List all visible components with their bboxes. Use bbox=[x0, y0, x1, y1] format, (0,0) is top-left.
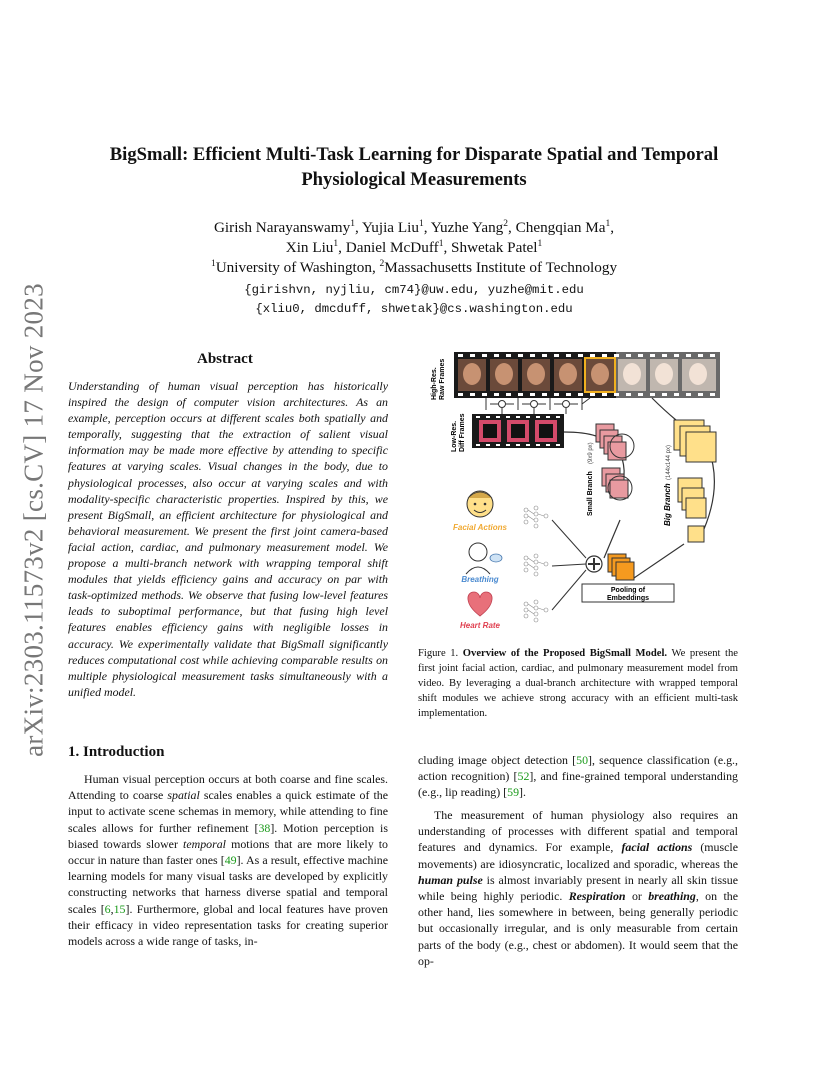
label-big-branch: Big Branch bbox=[663, 483, 672, 526]
abstract-text: Understanding of human visual perception has historically inspired the design of computer vision architectures. As an example, perception occurs at different scales both spatially and temporally, suggesting that the extraction of salient visual information may be made more effective by attending to specific features at varying scales. Visual changes in the body, due to physiological processes, also occur at varying scales and with modality-specific characteristic properties. Inspired by this, we present BigSmall, an efficient architecture for physiological and behavioral measurement. We present the first joint camera-based facial action, cardiac, and pulmonary measurement model. We propose a multi-branch network with wrapping temporal shift modules that yields efficiency gains and accuracy on par with task-optimized methods. We observe that fusing low-level features leads to suboptimal performance, but that fusing high level features enables efficiency gains with negligible losses in accuracy. We experimentally validate that BigSmall significantly reduces computational cost while achieving comparable results on multiple physiological measurement tasks simultaneously with a unified model. bbox=[68, 379, 388, 699]
citation-link[interactable]: 50 bbox=[576, 753, 589, 767]
raw-frames-filmstrip bbox=[454, 352, 720, 398]
citation-link[interactable]: 38 bbox=[258, 820, 271, 835]
intro-paragraph-1-continued: cluding image object detection [50], sequence classification (e.g., action recognition) [52], and fine-grained temporal understanding (e.g., lip reading) [59]. bbox=[418, 753, 738, 800]
affiliations: $^1$University of Washington, $^2$Massachusetts Institute of Technology bbox=[210, 258, 618, 276]
label-high-res: High-Res. bbox=[431, 367, 438, 400]
label-small-size: (9x9 px) bbox=[588, 442, 594, 464]
label-low-res: Low-Res. bbox=[451, 420, 458, 452]
intro-paragraph-1: Human visual perception occurs at both coarse and fine scales. Attending to coarse spatial scales enables a quick estimate of the input to activate scene schemas in memory, while attending to fine scales allows for further refinement [38]. Motion perception is biased towards slower temporal motions that are more likely to occur in nature than faster ones [49]. As a result, effective machine learning models for many visual tasks are developed by explicitly constructing networks that harness diverse spatial and temporal scales [6,15]. Furthermore, global and local features have proven their efficacy in video representation tasks for creating superior models across a wide range of tasks, in- bbox=[68, 772, 388, 949]
title-line-2: Physiological Measurements bbox=[301, 169, 527, 190]
big-branch-stack bbox=[674, 420, 716, 542]
small-branch-stack bbox=[596, 424, 634, 500]
arxiv-watermark: arXiv:2303.11573v2 [cs.CV] 17 Nov 2023 bbox=[18, 283, 49, 757]
citation-link[interactable]: 15 bbox=[113, 901, 126, 916]
authors-line-2: Xin Liu$^1$, Daniel McDuff$^1$, Shwetak Patel$^1$ bbox=[285, 238, 543, 256]
title-line-1: BigSmall: Efficient Multi-Task Learning for Disparate Spatial and Temporal bbox=[109, 144, 719, 165]
smiley-face-icon bbox=[467, 491, 493, 517]
label-breathing: Breathing bbox=[461, 575, 499, 584]
citation-link[interactable]: 52 bbox=[517, 769, 530, 784]
email-line-2: {xliu0, dmcduff, shwetak}@cs.washington.edu bbox=[255, 302, 573, 316]
figure-1-caption: Figure 1. Overview of the Proposed BigSmall Model. We present the first joint facial action, cardiac, and pulmonary measurement model from video. By leveraging a dual-branch architecture with wrapped temporal shift modules we achieve strong accuracy with an efficient multi-task implementation. bbox=[418, 648, 738, 719]
author-block bbox=[60, 218, 768, 319]
label-pooling-2: Embeddings bbox=[606, 595, 650, 602]
figure-1-diagram bbox=[424, 348, 736, 638]
heart-icon bbox=[468, 592, 492, 616]
paper-title bbox=[60, 142, 768, 192]
section-introduction-heading: 1. Introduction bbox=[68, 744, 165, 760]
label-heart-rate: Heart Rate bbox=[459, 621, 501, 630]
citation-link[interactable]: 59 bbox=[507, 785, 520, 800]
label-pooling-1: Pooling of bbox=[610, 587, 646, 594]
label-big-size: (144x144 px) bbox=[666, 444, 672, 480]
embedding-stack bbox=[608, 554, 634, 580]
email-line-1: {girishvn, nyjliu, cm74}@uw.edu, yuzhe@mit.edu bbox=[244, 283, 584, 297]
abstract-heading: Abstract bbox=[197, 351, 253, 367]
breathing-icon bbox=[466, 543, 502, 574]
diff-frames-filmstrip bbox=[472, 414, 564, 448]
citation-link[interactable]: 6 bbox=[104, 901, 111, 916]
intro-paragraph-2: The measurement of human physiology also requires an understanding of processes with different spatial and temporal features and dynamics. For example, facial actions (muscle movements) are idiosyncratic, localized and sporadic, whereas the human pulse is almost invariably present in nearly all skin tissue while being highly periodic. Respiration or breathing, on the other hand, lies somewhere in between, being generally periodic but occasionally irregular, and is only measurable from certain parts of the body (e.g., chest or abdomen). It would seem that the op- bbox=[418, 808, 738, 968]
label-small-branch: Small Branch bbox=[587, 471, 594, 516]
label-facial-actions: Facial Actions bbox=[453, 523, 507, 532]
citation-link[interactable]: 49 bbox=[224, 853, 237, 868]
label-raw-frames: Raw Frames bbox=[439, 358, 446, 400]
label-diff-frames: Diff Frames bbox=[459, 413, 466, 452]
authors-line-1: Girish Narayanswamy$^1$, Yujia Liu$^1$, Yuzhe Yang$^2$, Chengqian Ma$^1$, bbox=[213, 218, 615, 236]
